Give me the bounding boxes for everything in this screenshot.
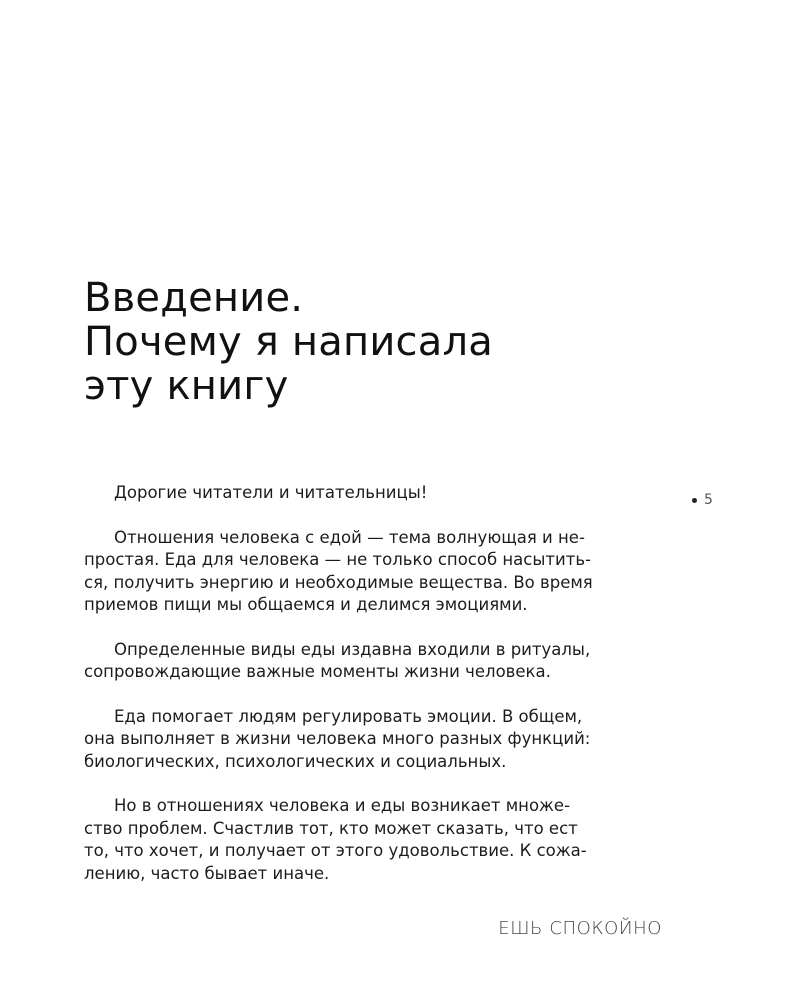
text-line: ся, получить энергию и необходимые вещества. Во время xyxy=(84,572,593,592)
page-marker xyxy=(692,492,713,508)
paragraph xyxy=(84,482,664,505)
text-line: лению, часто бывает иначе. xyxy=(84,863,330,883)
text-line: сопровождающие важные моменты жизни человека. xyxy=(84,662,551,681)
chapter-title-line: эту книгу xyxy=(84,363,289,409)
text-line: Отношения человека с едой — тема волнующая и не- xyxy=(114,527,585,547)
text-line: ство проблем. Счастлив тот, кто может сказать, что ест xyxy=(84,818,578,838)
paragraph xyxy=(84,706,664,774)
text-line: простая. Еда для человека — не только способ насытить- xyxy=(84,550,591,569)
bullet-dot-icon xyxy=(692,498,697,503)
text-line: биологических, психологических и социальных. xyxy=(84,751,507,771)
text-line: она выполняет в жизни человека много разных функций: xyxy=(84,729,591,748)
running-footer-title: ЕШЬ СПОКОЙНО xyxy=(498,918,662,939)
chapter-title-line: Введение. xyxy=(84,275,304,321)
paragraph xyxy=(84,795,664,885)
text-line: приемов пищи мы общаемся и делимся эмоциями. xyxy=(84,595,528,614)
chapter-title-line: Почему я написала xyxy=(84,319,493,365)
paragraph xyxy=(84,527,664,617)
text-line: то, что хочет, и получает от этого удовольствие. К сожа- xyxy=(84,841,587,860)
page-number: 5 xyxy=(704,492,714,508)
chapter-title xyxy=(84,276,644,408)
text-line: Определенные виды еды издавна входили в ритуалы, xyxy=(114,639,591,659)
text-line: Но в отношениях человека и еды возникает множе- xyxy=(114,796,571,815)
text-line: Дорогие читатели и читательницы! xyxy=(114,483,428,502)
paragraph xyxy=(84,639,664,684)
body-text xyxy=(84,482,664,907)
text-line: Еда помогает людям регулировать эмоции. В общем, xyxy=(114,706,583,726)
